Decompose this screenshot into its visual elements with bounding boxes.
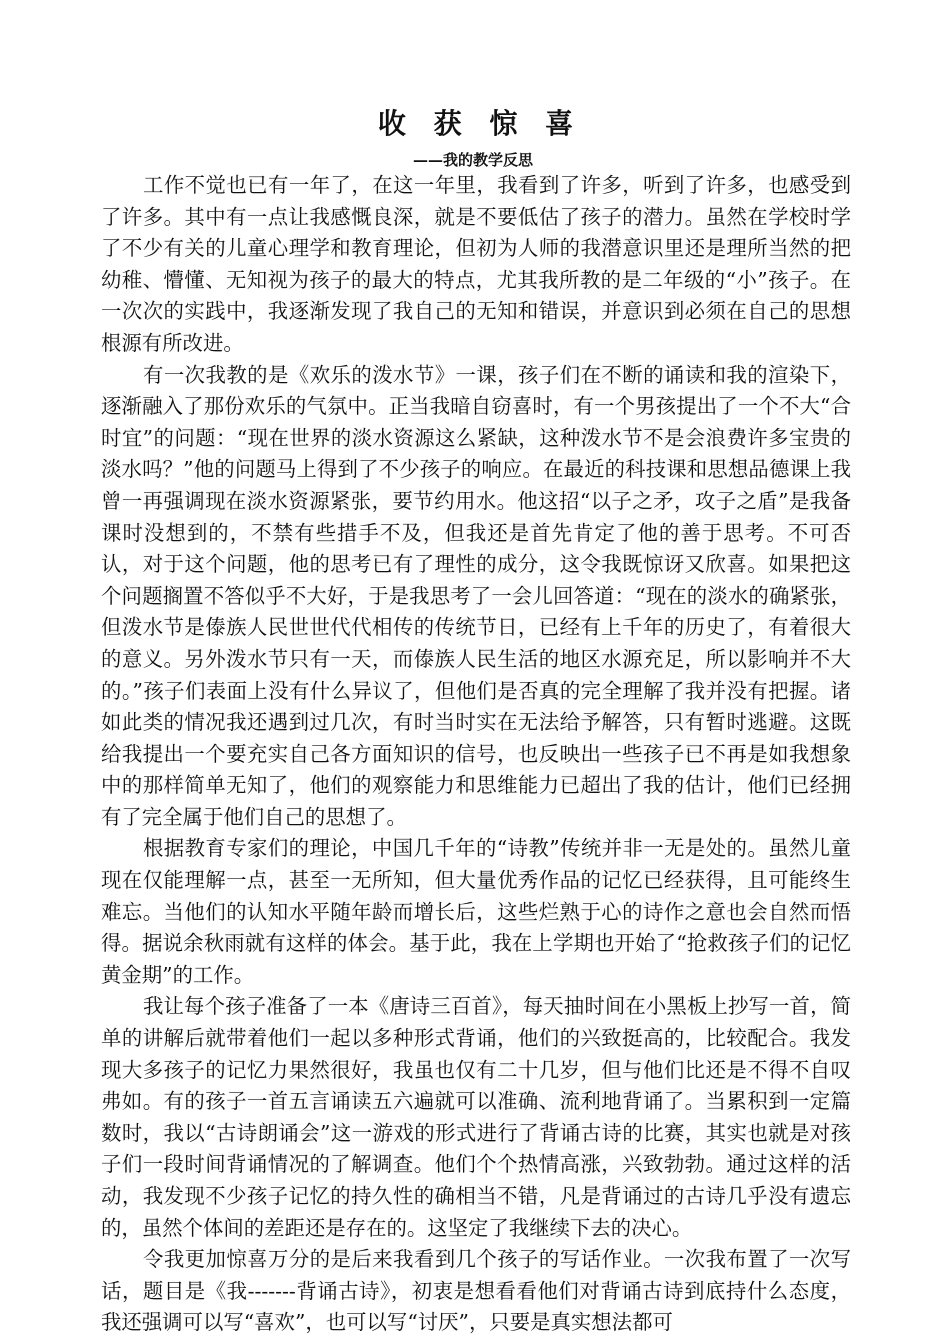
paragraph: 有一次我教的是《欢乐的泼水节》一课，孩子们在不断的诵读和我的渲染下，逐渐融入了那份欢乐的气氛中。正当我暗自窃喜时，有一个男孩提出了一个不大“合时宜”的问题：“现在世界的淡水资源这么紧缺，这种泼水节不是会浪费许多宝贵的淡水吗？”他的问题马上得到了不少孩子的响应。在最近的科技课和思想品德课上我曾一再强调现在淡水资源紧张，要节约用水。他这招“以子之矛，攻子之盾”是我备课时没想到的，不禁有些措手不及，但我还是首先肯定了他的善于思考。不可否认，对于这个问题，他的思考已有了理性的成分，这令我既惊讶又欣喜。如果把这个问题搁置不答似乎不大好，于是我思考了一会儿回答道：“现在的淡水的确紧张，但泼水节是傣族人民世世代代相传的传统节日，已经有上千年的历史了，有着很大的意义。另外泼水节只有一天，而傣族人民生活的地区水源充足，所以影响并不大的。”孩子们表面上没有什么异议了，但他们是否真的完全理解了我并没有把握。诸如此类的情况我还遇到过几次，有时当时实在无法给予解答，只有暂时逃避。这既给我提出一个要充实自己各方面知识的信号，也反映出一些孩子已不再是如我想象中的那样简单无知了，他们的观察能力和思维能力已超出了我的估计，他们已经拥有了完全属于他们自己的思想了。 — [101, 362, 851, 829]
document-title: 收 获 惊 喜 — [377, 107, 583, 140]
paragraph: 工作不觉也已有一年了，在这一年里，我看到了许多，听到了许多，也感受到了许多。其中有一点让我感慨良深，就是不要低估了孩子的潜力。虽然在学校时学了不少有关的儿童心理学和教育理论，但初为人师的我潜意识里还是理所当然的把幼稚、懵懂、无知视为孩子的最大的特点，尤其我所教的是二年级的“小”孩子。在一次次的实践中，我逐渐发现了我自己的无知和错误，并意识到必须在自己的思想根源有所改进。 — [101, 173, 851, 355]
paragraph: 令我更加惊喜万分的是后来我看到几个孩子的写话作业。一次我布置了一次写话，题目是《我-------背诵古诗》，初衷是想看看他们对背诵古诗到底持什么态度，我还强调可以写“喜欢”，也可以写“讨厌”，只要是真实想法都可 — [101, 1247, 851, 1335]
paragraph: 我让每个孩子准备了一本《唐诗三百首》，每天抽时间在小黑板上抄写一首，简单的讲解后就带着他们一起以多种形式背诵，他们的兴致挺高的，比较配合。我发现大多孩子的记忆力果然很好，我虽也仅有二十几岁，但与他们比还是不得不自叹弗如。有的孩子一首五言诵读五六遍就可以准确、流利地背诵了。当累积到一定篇数时，我以“古诗朗诵会”这一游戏的形式进行了背诵古诗的比赛，其实也就是对孩子们一段时间背诵情况的了解调查。他们个个热情高涨，兴致勃勃。通过这样的活动，我发现不少孩子记忆的持久性的确相当不错，凡是背诵过的古诗几乎没有遗忘的，虽然个体间的差距还是存在的。这坚定了我继续下去的决心。 — [101, 994, 851, 1240]
document-subtitle: ——我的教学反思 — [412, 151, 533, 169]
document-body — [101, 170, 851, 1339]
document-page — [101, 100, 851, 1339]
paragraph: 根据教育专家们的理论，中国几千年的“诗教”传统并非一无是处的。虽然儿童现在仅能理解一点，甚至一无所知，但大量优秀作品的记忆已经获得，且可能终生难忘。当他们的认知水平随年龄而增长后，这些烂熟于心的诗作之意也会自然而悟得。据说余秋雨就有这样的体会。基于此，我在上学期也开始了“抢救孩子们的记忆黄金期”的工作。 — [101, 836, 851, 987]
